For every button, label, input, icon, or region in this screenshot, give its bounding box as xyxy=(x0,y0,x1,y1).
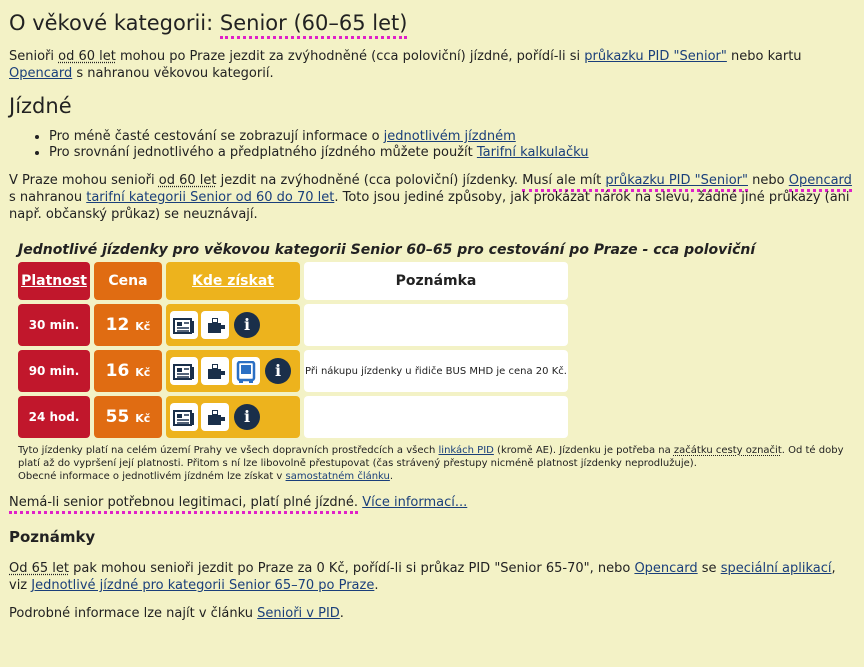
newspaper-icon[interactable] xyxy=(170,403,198,431)
cell-price: 55 Kč xyxy=(94,396,162,438)
link-pid-lines[interactable]: linkách PID xyxy=(438,445,494,456)
link-single-fare[interactable]: jednotlivém jízdném xyxy=(383,129,516,144)
header-price: Cena xyxy=(94,262,162,300)
notes-heading: Poznámky xyxy=(9,528,96,546)
header-where: Kde získat xyxy=(166,262,300,300)
info-icon[interactable]: i xyxy=(234,404,260,430)
page-title: O věkové kategorii: Senior (60–65 let) xyxy=(9,0,855,36)
cell-note: Při nákupu jízdenky u řidiče BUS MHD je cena 20 Kč. xyxy=(304,350,568,392)
link-opencard-notes[interactable]: Opencard xyxy=(634,561,698,576)
fares-paragraph: V Praze mohou senioři od 60 let jezdit na zvýhodněné (cca poloviční) jízdenky. Musí ale mít průkazku PID "Senior" nebo Opencard s nahranou tarifní kategorii Senior od 60 do 70 let. Toto jsou jediné způsoby, jak prokázat nárok na slevu, žádné jiné průkazy (ani např. občanský průkaz) se neuznávají. xyxy=(9,173,852,222)
link-more-info[interactable]: Více informací... xyxy=(362,495,468,510)
cell-validity: 30 min. xyxy=(18,304,90,346)
intro-link-opencard[interactable]: Opencard xyxy=(9,66,73,81)
intro-link-senior-card[interactable]: průkazku PID "Senior" xyxy=(584,49,727,64)
newspaper-icon[interactable] xyxy=(170,357,198,385)
highlight-requirement: Musí ale mít průkazku PID "Senior" xyxy=(522,173,748,192)
cell-price: 16 Kč xyxy=(94,350,162,392)
notes-paragraph-1: Od 65 let pak mohou senioři jezdit po Praze za 0 Kč, pořídí-li si průkaz PID "Senior 65-70", nebo Opencard se speciální aplikací, viz Jednotlivé jízdné pro kategorii Senior 65–70 po Praze. xyxy=(9,561,836,593)
header-note: Poznámka xyxy=(304,262,568,300)
link-tariff-calculator[interactable]: Tarifní kalkulačku xyxy=(476,145,589,160)
list-item: • Pro méně časté cestování se zobrazují informace o jednotlivém jízdném xyxy=(49,129,855,145)
link-opencard[interactable]: Opencard xyxy=(789,173,852,192)
fares-heading: Jízdné xyxy=(9,94,72,118)
cell-where xyxy=(166,304,300,346)
ticket-machine-icon[interactable] xyxy=(201,357,229,385)
info-icon[interactable]: i xyxy=(265,358,291,384)
link-separate-article[interactable]: samostatném článku xyxy=(285,471,390,482)
cell-note xyxy=(304,396,568,438)
fares-bullets xyxy=(9,129,855,161)
header-validity: Platnost xyxy=(18,262,90,300)
link-senior-card[interactable]: průkazku PID "Senior" xyxy=(605,173,748,188)
cell-note xyxy=(304,304,568,346)
table-row xyxy=(18,350,568,392)
title-highlight: Senior (60–65 let) xyxy=(220,11,408,39)
table-row xyxy=(18,304,568,346)
cell-price: 12 Kč xyxy=(94,304,162,346)
link-tariff-category[interactable]: tarifní kategorii Senior od 60 do 70 let xyxy=(86,190,335,205)
newspaper-icon[interactable] xyxy=(170,311,198,339)
no-legitimation-paragraph xyxy=(9,494,855,511)
ticket-machine-icon[interactable] xyxy=(201,311,229,339)
link-seniors-pid[interactable]: Senioři v PID xyxy=(257,606,340,621)
ticket-machine-icon[interactable] xyxy=(201,403,229,431)
info-icon[interactable]: i xyxy=(234,312,260,338)
table-title: Jednotlivé jízdenky pro věkovou kategorii Senior 60–65 pro cestování po Praze - cca poloviční xyxy=(18,242,756,258)
highlight-full-fare: Nemá-li senior potřebnou legitimaci, platí plné jízdné. xyxy=(9,495,358,514)
table-header-row xyxy=(18,262,568,300)
table-row xyxy=(18,396,568,438)
cell-validity: 90 min. xyxy=(18,350,90,392)
link-senior-65-70[interactable]: Jednotlivé jízdné pro kategorii Senior 65–70 po Praze xyxy=(31,578,375,593)
cell-validity: 24 hod. xyxy=(18,396,90,438)
bus-driver-icon[interactable] xyxy=(232,357,260,385)
table-footnote: Tyto jízdenky platí na celém území Prahy ve všech dopravních prostředcích a všech linkách PID (kromě AE). Jízdenku je potřeba na začátku cesty označit. Od té doby platí až do vypršení její platnosti. Přitom s ní lze libovolně přestupovat (čas strávený přestupy nicméně platnost jízdenky neprodlužuje). Obecné informace o jednotlivém jízdném lze získat v samostatném článku. xyxy=(18,445,844,482)
cell-where xyxy=(166,350,300,392)
cell-where xyxy=(166,396,300,438)
notes-paragraph-2: Podrobné informace lze najít v článku Senioři v PID. xyxy=(9,606,344,621)
intro-paragraph: Senioři od 60 let mohou po Praze jezdit za zvýhodněné (cca poloviční) jízdné, pořídí-li si průkazku PID "Senior" nebo kartu Opencard s nahranou věkovou kategorií. xyxy=(9,49,802,81)
list-item: • Pro srovnání jednotlivého a předplatného jízdného můžete použít Tarifní kalkulačku xyxy=(49,145,855,161)
tickets-table xyxy=(14,258,572,442)
link-special-app[interactable]: speciální aplikací xyxy=(720,561,832,576)
